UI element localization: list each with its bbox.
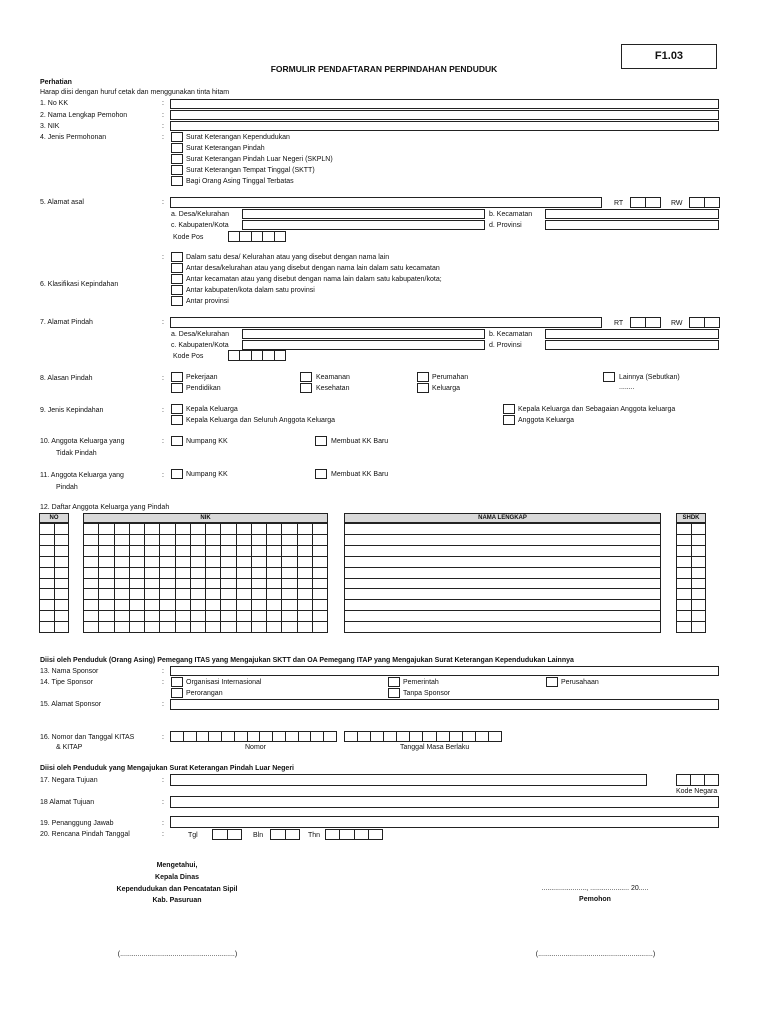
label-pindah-1: 11. Anggota Keluarga yang bbox=[40, 472, 124, 479]
label-alamat-pindah: 7. Alamat Pindah bbox=[40, 319, 93, 326]
alamat-pindah-input[interactable] bbox=[170, 317, 602, 328]
sponsor-organisasi-checkbox[interactable] bbox=[171, 677, 183, 687]
nama-input[interactable] bbox=[170, 110, 719, 120]
kepindahan-c: Kepala Keluarga dan Sebagaian Anggota keluarga bbox=[518, 406, 676, 413]
prov-input[interactable] bbox=[545, 340, 719, 350]
klasifikasi-option-4: Antar kabupaten/kota dalam satu provinsi bbox=[186, 287, 315, 294]
klasifikasi-checkbox-2[interactable] bbox=[171, 263, 183, 273]
colon: : bbox=[162, 472, 164, 479]
kepindahan-d: Anggota Keluarga bbox=[518, 417, 575, 424]
rt-cells[interactable] bbox=[630, 197, 661, 208]
alamat-asal-input[interactable] bbox=[170, 197, 602, 208]
jenis-option-4: Surat Keterangan Tempat Tinggal (SKTT) bbox=[186, 167, 315, 174]
label-pindah-2: Pindah bbox=[56, 484, 78, 491]
sponsor-tanpa-checkbox[interactable] bbox=[388, 688, 400, 698]
label-negara: 17. Negara Tujuan bbox=[40, 777, 98, 784]
jenis-checkbox-1[interactable] bbox=[171, 132, 183, 142]
colon: : bbox=[162, 734, 164, 741]
table-header-shdk: SHDK bbox=[676, 513, 706, 523]
sponsor-perorangan: Perorangan bbox=[186, 690, 223, 697]
klasifikasi-checkbox-5[interactable] bbox=[171, 296, 183, 306]
colon: : bbox=[162, 831, 164, 838]
label-alamat-tujuan: 18 Alamat Tujuan bbox=[40, 799, 95, 806]
sponsor-perusahaan-checkbox[interactable] bbox=[546, 677, 558, 687]
alasan-checkbox-pendidikan[interactable] bbox=[171, 383, 183, 393]
colon: : bbox=[162, 438, 164, 445]
kab-input[interactable] bbox=[242, 340, 485, 350]
kab-input[interactable] bbox=[242, 220, 485, 230]
colon: : bbox=[162, 799, 164, 806]
label-alamat-asal: 5. Alamat asal bbox=[40, 199, 84, 206]
jenis-checkbox-2[interactable] bbox=[171, 143, 183, 153]
kitas-nomor-cells[interactable] bbox=[170, 731, 337, 742]
kodepos-cells[interactable] bbox=[228, 231, 286, 242]
alasan-checkbox-pekerjaan[interactable] bbox=[171, 372, 183, 382]
dinas-name: Kependudukan dan Pencatatan Sipil bbox=[116, 886, 238, 893]
bln-cells[interactable] bbox=[270, 829, 300, 840]
kodepos-cells[interactable] bbox=[228, 350, 286, 361]
note-text: Harap diisi dengan huruf cetak dan menggunakan tinta hitam bbox=[40, 89, 230, 96]
negara-input[interactable] bbox=[170, 774, 647, 786]
kab-label: c. Kabupaten/Kota bbox=[171, 222, 229, 229]
colon: : bbox=[162, 701, 164, 708]
sponsor-perusahaan: Perusahaan bbox=[561, 679, 599, 686]
alasan-checkbox-lainnya[interactable] bbox=[603, 372, 615, 382]
label-klasifikasi: 6. Klasifikasi Kepindahan bbox=[40, 281, 119, 288]
label-nik: 3. NIK bbox=[40, 123, 60, 130]
sponsor-organisasi: Organisasi Internasional bbox=[186, 679, 262, 686]
desa-input[interactable] bbox=[242, 329, 485, 339]
signature-right: (...........................................................) bbox=[535, 951, 656, 958]
kepala-dinas: Kepala Dinas bbox=[155, 874, 199, 881]
table-header-nama: NAMA LENGKAP bbox=[344, 513, 661, 523]
label-jenis-kepindahan: 9. Jenis Kepindahan bbox=[40, 407, 104, 414]
label-penanggung: 19. Penanggung Jawab bbox=[40, 820, 114, 827]
colon: : bbox=[162, 112, 164, 119]
label-nama-sponsor: 13. Nama Sponsor bbox=[40, 668, 99, 675]
rw-cells[interactable] bbox=[689, 197, 720, 208]
label-kitas-1: 16. Nomor dan Tanggal KITAS bbox=[40, 734, 135, 741]
klasifikasi-checkbox-1[interactable] bbox=[171, 252, 183, 262]
kepindahan-checkbox-d[interactable] bbox=[503, 415, 515, 425]
kitas-nomor-label: Nomor bbox=[245, 744, 267, 751]
tidak-pindah-baru-checkbox[interactable] bbox=[315, 436, 327, 446]
label-no-kk: 1. No KK bbox=[40, 100, 69, 107]
klasifikasi-option-5: Antar provinsi bbox=[186, 298, 229, 305]
label-tidak-pindah-2: Tidak Pindah bbox=[56, 450, 97, 457]
asing-heading: Diisi oleh Penduduk (Orang Asing) Pemegang ITAS yang Mengajukan SKTT dan OA Pemegang ITAP yang Mengajukan Surat Keterangan Kependudukan Lainnya bbox=[40, 657, 574, 664]
jenis-checkbox-5[interactable] bbox=[171, 176, 183, 186]
jenis-checkbox-4[interactable] bbox=[171, 165, 183, 175]
no-kk-input[interactable] bbox=[170, 99, 719, 109]
desa-input[interactable] bbox=[242, 209, 485, 219]
label-alasan: 8. Alasan Pindah bbox=[40, 375, 93, 382]
label-tidak-pindah-1: 10. Anggota Keluarga yang bbox=[40, 438, 125, 445]
alasan-lainnya-dots: ........ bbox=[619, 384, 635, 391]
label-daftar: 12. Daftar Anggota Keluarga yang Pindah bbox=[40, 504, 170, 511]
alasan-keamanan: Keamanan bbox=[316, 374, 350, 381]
pindah-numpang: Numpang KK bbox=[186, 471, 228, 478]
colon: : bbox=[162, 123, 164, 130]
kode-negara-label: Kode Negara bbox=[676, 788, 718, 795]
klasifikasi-checkbox-4[interactable] bbox=[171, 285, 183, 295]
colon: : bbox=[162, 679, 164, 686]
bln-label: Bln bbox=[253, 832, 264, 839]
rw-label: RW bbox=[671, 200, 683, 207]
rt-label: RT bbox=[614, 200, 624, 207]
label-tipe-sponsor: 14. Tipe Sponsor bbox=[40, 679, 93, 686]
colon: : bbox=[162, 375, 164, 382]
desa-label: a. Desa/Kelurahan bbox=[171, 211, 229, 218]
prov-label: d. Provinsi bbox=[489, 222, 522, 229]
rw-label: RW bbox=[671, 320, 683, 327]
colon: : bbox=[162, 820, 164, 827]
mengetahui: Mengetahui, bbox=[156, 862, 198, 869]
luar-negeri-heading: Diisi oleh Penduduk yang Mengajukan Surat Keterangan Pindah Luar Negeri bbox=[40, 765, 294, 772]
jenis-option-3: Surat Keterangan Pindah Luar Negeri (SKPLN) bbox=[186, 156, 333, 163]
tidak-pindah-numpang: Numpang KK bbox=[186, 438, 228, 445]
kitas-tanggal-label: Tanggal Masa Berlaku bbox=[400, 744, 470, 751]
kode-negara-cells[interactable] bbox=[676, 774, 719, 786]
table-nik-column[interactable] bbox=[83, 523, 328, 633]
alasan-pendidikan: Pendidikan bbox=[186, 385, 221, 392]
nik-input[interactable] bbox=[170, 121, 719, 131]
form-code: F1.03 bbox=[654, 50, 684, 62]
kepindahan-checkbox-c[interactable] bbox=[503, 404, 515, 414]
klasifikasi-option-1: Dalam satu desa/ Kelurahan atau yang disebut dengan nama lain bbox=[186, 254, 390, 261]
kec-label: b. Kecamatan bbox=[489, 331, 533, 338]
colon: : bbox=[162, 100, 164, 107]
sponsor-tanpa: Tanpa Sponsor bbox=[403, 690, 451, 697]
nama-sponsor-input[interactable] bbox=[170, 666, 719, 676]
jenis-option-1: Surat Keterangan Kependudukan bbox=[186, 134, 290, 141]
alasan-pekerjaan: Pekerjaan bbox=[186, 374, 218, 381]
alasan-checkbox-keluarga[interactable] bbox=[417, 383, 429, 393]
alasan-keluarga: Keluarga bbox=[432, 385, 461, 392]
alasan-checkbox-keamanan[interactable] bbox=[300, 372, 312, 382]
klasifikasi-checkbox-3[interactable] bbox=[171, 274, 183, 284]
date-line: ......................., .................... 20..... bbox=[541, 885, 649, 892]
kepindahan-checkbox-a[interactable] bbox=[171, 404, 183, 414]
kepindahan-a: Kepala Keluarga bbox=[186, 406, 238, 413]
table-header-no: NO bbox=[39, 513, 69, 523]
kitas-tanggal-cells[interactable] bbox=[344, 731, 502, 742]
rt-label: RT bbox=[614, 320, 624, 327]
colon: : bbox=[162, 319, 164, 326]
kodepos-label: Kode Pos bbox=[173, 353, 204, 360]
kec-label: b. Kecamatan bbox=[489, 211, 533, 218]
alasan-checkbox-kesehatan[interactable] bbox=[300, 383, 312, 393]
penanggung-input[interactable] bbox=[170, 816, 719, 828]
table-shdk-column[interactable] bbox=[676, 523, 706, 633]
alamat-sponsor-input[interactable] bbox=[170, 699, 719, 710]
label-jenis: 4. Jenis Permohonan bbox=[40, 134, 107, 141]
tgl-cells[interactable] bbox=[212, 829, 242, 840]
colon: : bbox=[162, 407, 164, 414]
kepindahan-checkbox-b[interactable] bbox=[171, 415, 183, 425]
desa-label: a. Desa/Kelurahan bbox=[171, 331, 229, 338]
pemohon-label: Pemohon bbox=[579, 896, 611, 903]
kepindahan-b: Kepala Keluarga dan Seluruh Anggota Keluarga bbox=[186, 417, 336, 424]
label-alamat-sponsor: 15. Alamat Sponsor bbox=[40, 701, 102, 708]
alamat-tujuan-input[interactable] bbox=[170, 796, 719, 808]
sponsor-perorangan-checkbox[interactable] bbox=[171, 688, 183, 698]
pindah-numpang-checkbox[interactable] bbox=[171, 469, 183, 479]
prov-input[interactable] bbox=[545, 220, 719, 230]
colon: : bbox=[162, 668, 164, 675]
colon: : bbox=[162, 254, 164, 261]
kec-input[interactable] bbox=[545, 209, 719, 219]
kab-label: c. Kabupaten/Kota bbox=[171, 342, 229, 349]
label-kitas-2: & KITAP bbox=[56, 744, 83, 751]
thn-label: Thn bbox=[308, 832, 321, 839]
colon: : bbox=[162, 134, 164, 141]
jenis-checkbox-3[interactable] bbox=[171, 154, 183, 164]
jenis-option-2: Surat Keterangan Pindah bbox=[186, 145, 265, 152]
alasan-kesehatan: Kesehatan bbox=[316, 385, 350, 392]
table-nama-column[interactable] bbox=[344, 523, 661, 633]
tgl-label: Tgl bbox=[188, 832, 198, 839]
rt-cells[interactable] bbox=[630, 317, 661, 328]
sponsor-pemerintah: Pemerintah bbox=[403, 679, 439, 686]
thn-cells[interactable] bbox=[325, 829, 383, 840]
form-title: FORMULIR PENDAFTARAN PERPINDAHAN PENDUDUK bbox=[270, 64, 498, 74]
note-heading: Perhatian bbox=[40, 79, 72, 86]
label-nama: 2. Nama Lengkap Pemohon bbox=[40, 112, 128, 119]
klasifikasi-option-2: Antar desa/kelurahan atau yang disebut dengan nama lain dalam satu kecamatan bbox=[186, 265, 440, 272]
colon: : bbox=[162, 199, 164, 206]
table-header-nik: NIK bbox=[83, 513, 328, 523]
signature-left: (...........................................................) bbox=[117, 951, 238, 958]
pindah-baru-checkbox[interactable] bbox=[315, 469, 327, 479]
sponsor-pemerintah-checkbox[interactable] bbox=[388, 677, 400, 687]
prov-label: d. Provinsi bbox=[489, 342, 522, 349]
tidak-pindah-numpang-checkbox[interactable] bbox=[171, 436, 183, 446]
label-rencana: 20. Rencana Pindah Tanggal bbox=[40, 831, 130, 838]
tidak-pindah-baru: Membuat KK Baru bbox=[331, 438, 389, 445]
kec-input[interactable] bbox=[545, 329, 719, 339]
alasan-lainnya: Lainnya (Sebutkan) bbox=[619, 374, 680, 381]
alasan-checkbox-perumahan[interactable] bbox=[417, 372, 429, 382]
klasifikasi-option-3: Antar kecamatan atau yang disebut dengan nama lain dalam satu kabupaten/kota; bbox=[186, 276, 442, 283]
alasan-perumahan: Perumahan bbox=[432, 374, 469, 381]
pindah-baru: Membuat KK Baru bbox=[331, 471, 389, 478]
kab-name: Kab. Pasuruan bbox=[152, 897, 202, 904]
jenis-option-5: Bagi Orang Asing Tinggal Terbatas bbox=[186, 178, 294, 185]
rw-cells[interactable] bbox=[689, 317, 720, 328]
kodepos-label: Kode Pos bbox=[173, 234, 204, 241]
table-no-column[interactable] bbox=[39, 523, 69, 633]
colon: : bbox=[162, 777, 164, 784]
